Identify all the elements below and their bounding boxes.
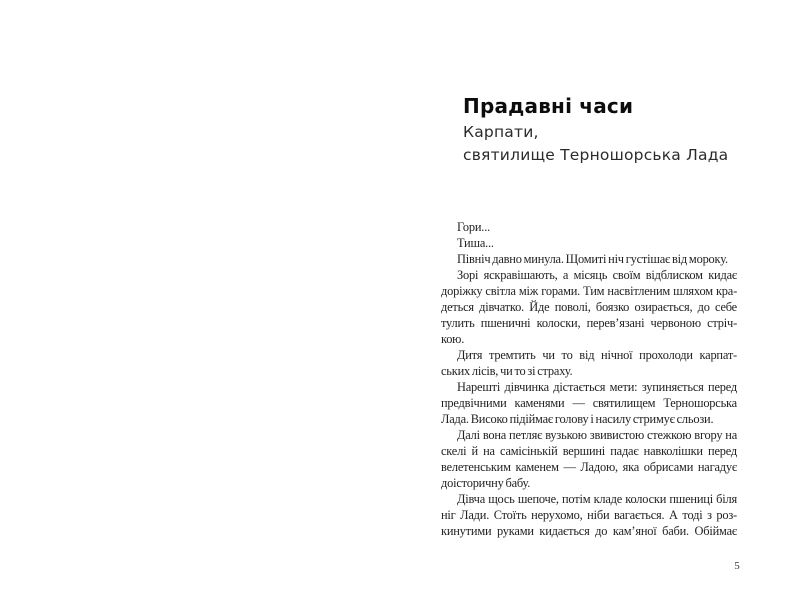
body-line: ських лісів, чи то зі страху. [441, 364, 573, 378]
body-line: Далі вона петляє вузькою звивистою стежкою вгору на [457, 428, 737, 442]
body-line: деться дівчатко. Йде поволі, боязко озирається, до себе [441, 300, 737, 314]
body-line: кинутими руками кидається до кам’яної баби. Обіймає [441, 524, 737, 538]
body-line: кою. [441, 332, 465, 346]
body-line: Тиша... [457, 236, 494, 250]
body-line: скелі й на самісінькій вершині падає навколішки перед [441, 444, 737, 458]
body-line: ніг Лади. Стоїть нерухомо, ніби вагається. А тоді з роз- [441, 508, 737, 522]
body-line: Дитя тремтить чи то від нічної прохолоди карпат- [457, 348, 737, 362]
body-text [441, 219, 737, 539]
body-line: тулить пшеничні колоски, перев’язані червоною стріч- [441, 316, 737, 330]
chapter-subtitle [463, 121, 728, 167]
body-line: предвічними каменями — святилищем Терношорська [441, 396, 737, 410]
body-line: Нарешті дівчинка дістається мети: зупиняється перед [457, 380, 737, 394]
body-line: велетенським каменем — Ладою, яка обрисами нагадує [441, 460, 737, 474]
chapter-subtitle-line: Карпати, [463, 123, 539, 141]
body-line: доріжку світла між горами. Тим насвітленим шляхом кра- [441, 284, 737, 298]
body-line: Зорі яскравішають, а місяць своїм відблиском кидає [457, 268, 737, 282]
body-line: Північ давно минула. Щомиті ніч густішає від мороку. [457, 252, 728, 266]
chapter-title: Прадавні часи [463, 94, 634, 118]
body-line: доісторичну бабу. [441, 476, 531, 490]
body-line: Дівча щось шепоче, потім кладе колоски пшениці біля [457, 492, 737, 506]
page-number: 5 [734, 560, 740, 572]
body-line: Гори... [457, 220, 490, 234]
body-line: Лада. Високо підіймає голову і насилу стримує сльози. [441, 412, 714, 426]
chapter-subtitle-line: святилище Терношорська Лада [463, 146, 729, 164]
